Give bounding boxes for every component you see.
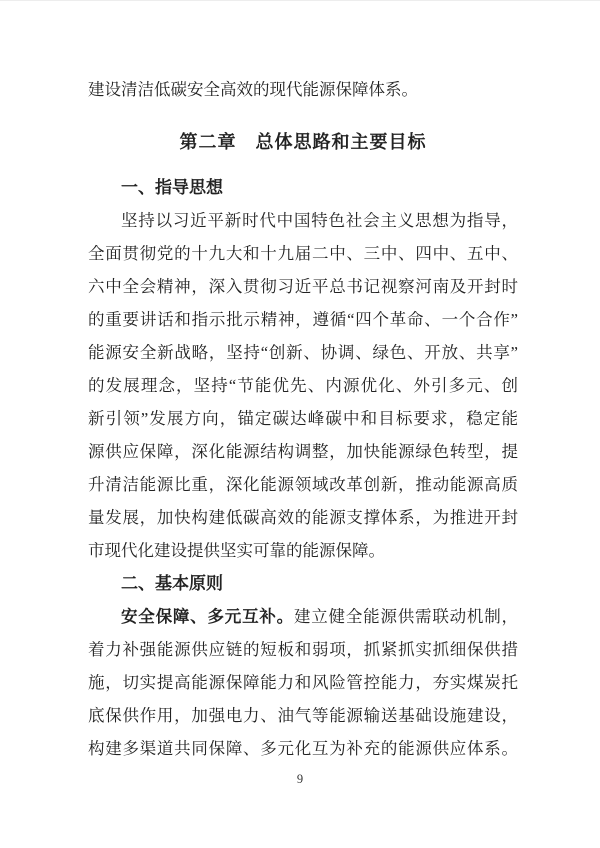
text-line bbox=[88, 303, 518, 336]
continuation-paragraph bbox=[88, 73, 518, 106]
bold-text-segment: 安全保障、多元互补。 bbox=[121, 607, 294, 626]
section bbox=[88, 171, 518, 567]
text-line bbox=[88, 600, 518, 633]
section-heading: 二、基本原则 bbox=[121, 574, 223, 593]
text-line bbox=[88, 666, 518, 699]
text-line bbox=[88, 237, 518, 270]
text-segment: 能源安全新战略，坚持“创新、协调、绿色、开放、共享” bbox=[88, 343, 518, 362]
text-line bbox=[88, 633, 518, 666]
text-segment: 市现代化建设提供坚实可靠的能源保障。 bbox=[88, 541, 385, 560]
text-line bbox=[88, 270, 518, 303]
text-line bbox=[88, 501, 518, 534]
text-segment: 的重要讲话和指示批示精神，遵循“四个革命、一个合作” bbox=[88, 310, 518, 329]
section-heading: 一、指导思想 bbox=[121, 178, 223, 197]
page-number: 9 bbox=[296, 772, 304, 786]
paragraph bbox=[88, 600, 518, 765]
text-line bbox=[88, 699, 518, 732]
chapter-heading: 第二章 总体思路和主要目标 bbox=[179, 132, 427, 152]
text-segment: 着力补强能源供应链的短板和弱项，抓紧抓实抓细保供措 bbox=[88, 640, 518, 659]
text-line bbox=[88, 204, 518, 237]
text-line bbox=[88, 435, 518, 468]
text-segment: 六中全会精神，深入贯彻习近平总书记视察河南及开封时 bbox=[88, 277, 518, 296]
text-segment: 坚持以习近平新时代中国特色社会主义思想为指导， bbox=[121, 211, 518, 230]
text-line bbox=[88, 73, 518, 106]
text-segment: 构建多渠道共同保障、多元化互为补充的能源供应体系。 bbox=[88, 739, 518, 758]
text-segment: 建立健全能源供需联动机制， bbox=[293, 607, 518, 626]
text-line bbox=[88, 732, 518, 765]
sections bbox=[88, 171, 518, 765]
paragraph bbox=[88, 204, 518, 567]
text-segment: 源供应保障，深化能源结构调整，加快能源绿色转型，提 bbox=[88, 442, 518, 461]
text-segment: 新引领”发展方向，锚定碳达峰碳中和目标要求，稳定能 bbox=[88, 409, 518, 428]
text-line bbox=[88, 402, 518, 435]
text-segment: 升清洁能源比重，深化能源领域改革创新，推动能源高质 bbox=[88, 475, 518, 494]
section bbox=[88, 567, 518, 765]
text-segment: 的发展理念，坚持“节能优先、内源优化、外引多元、创 bbox=[88, 376, 518, 395]
text-line bbox=[88, 534, 518, 567]
text-segment: 底保供作用，加强电力、油气等能源输送基础设施建设， bbox=[88, 706, 518, 725]
text-segment: 全面贯彻党的十九大和十九届二中、三中、四中、五中、 bbox=[88, 244, 518, 263]
text-segment: 施，切实提高能源保障能力和风险管控能力，夯实煤炭托 bbox=[88, 673, 518, 692]
text-line bbox=[88, 468, 518, 501]
text-line bbox=[88, 336, 518, 369]
text-line bbox=[88, 369, 518, 402]
page-content bbox=[88, 73, 518, 765]
text-segment: 量发展，加快构建低碳高效的能源支撑体系，为推进开封 bbox=[88, 508, 518, 527]
text-segment: 建设清洁低碳安全高效的现代能源保障体系。 bbox=[88, 80, 418, 99]
